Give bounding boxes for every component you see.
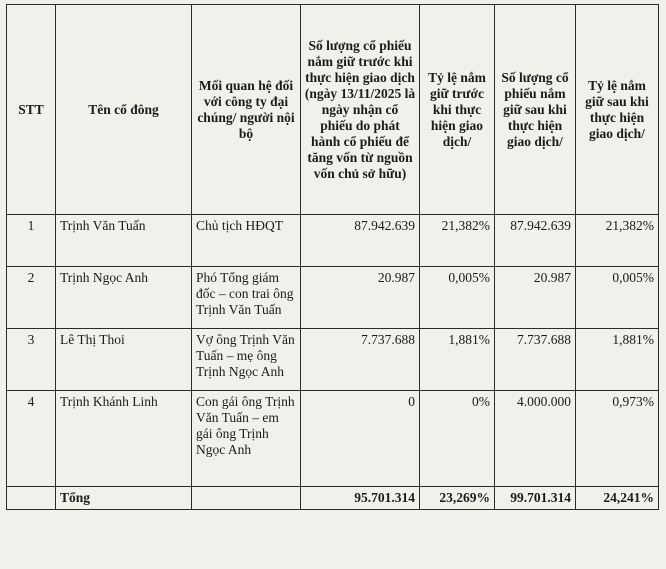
header-name: Tên cổ đông xyxy=(56,5,192,215)
cell-relation: Phó Tổng giám đốc – con trai ông Trịnh Văn Tuấn xyxy=(192,267,301,329)
header-shares-after: Số lượng cổ phiếu nắm giữ sau khi thực hiện giao dịch/ xyxy=(495,5,576,215)
cell-shares-before: 20.987 xyxy=(301,267,420,329)
total-shares-after: 99.701.314 xyxy=(495,487,576,510)
cell-stt: 2 xyxy=(7,267,56,329)
cell-shares-after: 20.987 xyxy=(495,267,576,329)
cell-name: Trịnh Ngọc Anh xyxy=(56,267,192,329)
cell-ratio-after: 0,973% xyxy=(576,391,659,487)
header-shares-before: Số lượng cổ phiếu nắm giữ trước khi thực hiện giao dịch (ngày 13/11/2025 là ngày nhận cổ phiếu do phát hành cổ phiếu để tăng vốn từ nguồn vốn chủ sở hữu) xyxy=(301,5,420,215)
total-ratio-after: 24,241% xyxy=(576,487,659,510)
header-ratio-after: Tỷ lệ nắm giữ sau khi thực hiện giao dịch/ xyxy=(576,5,659,215)
cell-shares-before: 87.942.639 xyxy=(301,215,420,267)
table-row xyxy=(7,215,659,267)
cell-shares-before: 7.737.688 xyxy=(301,329,420,391)
total-ratio-before: 23,269% xyxy=(420,487,495,510)
cell-shares-after: 4.000.000 xyxy=(495,391,576,487)
cell-stt-empty xyxy=(7,487,56,510)
header-ratio-before: Tỷ lệ nắm giữ trước khi thực hiện giao dịch/ xyxy=(420,5,495,215)
cell-ratio-after: 21,382% xyxy=(576,215,659,267)
cell-name: Trịnh Khánh Linh xyxy=(56,391,192,487)
table-row xyxy=(7,391,659,487)
cell-name: Lê Thị Thoi xyxy=(56,329,192,391)
header-stt: STT xyxy=(7,5,56,215)
cell-ratio-after: 1,881% xyxy=(576,329,659,391)
header-relation: Mối quan hệ đối với công ty đại chúng/ người nội bộ xyxy=(192,5,301,215)
cell-ratio-before: 0% xyxy=(420,391,495,487)
total-row xyxy=(7,487,659,510)
cell-shares-after: 87.942.639 xyxy=(495,215,576,267)
cell-shares-after: 7.737.688 xyxy=(495,329,576,391)
table-row xyxy=(7,267,659,329)
cell-shares-before: 0 xyxy=(301,391,420,487)
shareholding-table xyxy=(6,4,659,510)
cell-ratio-before: 0,005% xyxy=(420,267,495,329)
cell-relation-empty xyxy=(192,487,301,510)
total-label: Tổng xyxy=(56,487,192,510)
header-row xyxy=(7,5,659,215)
cell-stt: 3 xyxy=(7,329,56,391)
cell-ratio-before: 1,881% xyxy=(420,329,495,391)
cell-stt: 4 xyxy=(7,391,56,487)
cell-ratio-before: 21,382% xyxy=(420,215,495,267)
cell-relation: Con gái ông Trịnh Văn Tuấn – em gái ông Trịnh Ngọc Anh xyxy=(192,391,301,487)
table-row xyxy=(7,329,659,391)
cell-relation: Chủ tịch HĐQT xyxy=(192,215,301,267)
cell-relation: Vợ ông Trịnh Văn Tuấn – mẹ ông Trịnh Ngọc Anh xyxy=(192,329,301,391)
cell-stt: 1 xyxy=(7,215,56,267)
cell-ratio-after: 0,005% xyxy=(576,267,659,329)
cell-name: Trịnh Văn Tuấn xyxy=(56,215,192,267)
total-shares-before: 95.701.314 xyxy=(301,487,420,510)
